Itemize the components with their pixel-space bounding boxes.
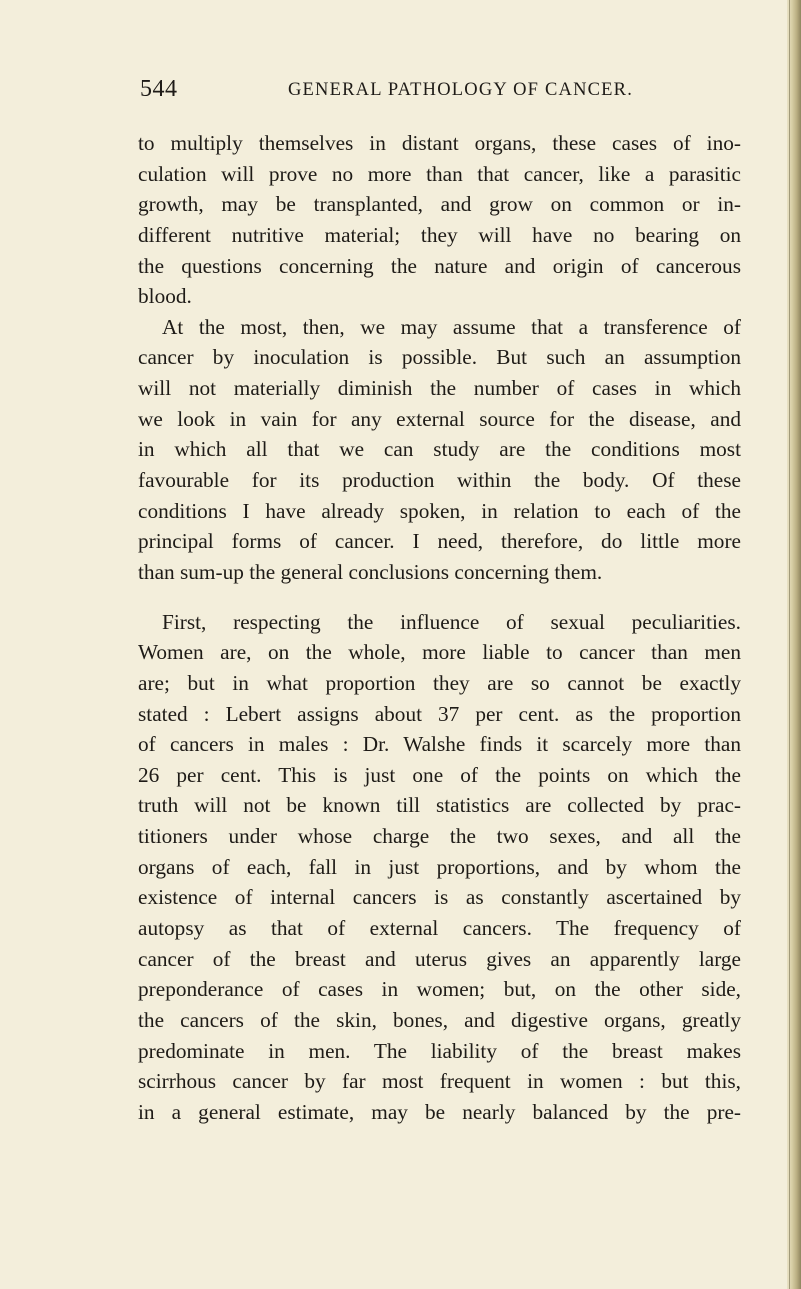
text-line: stated : Lebert assigns about 37 per cent. as the proportion <box>138 701 741 726</box>
text-line: 26 per cent. This is just one of the points on which the <box>138 762 741 787</box>
paragraph-spacer <box>138 588 741 607</box>
paragraph <box>138 312 741 588</box>
running-head: GENERAL PATHOLOGY OF CANCER. <box>288 80 634 100</box>
text-line: we look in vain for any external source for the disease, and <box>138 406 741 431</box>
text-line: preponderance of cases in women; but, on the other side, <box>138 977 741 1002</box>
text-line: existence of internal cancers is as constantly ascertained by <box>138 885 741 910</box>
text-line: blood. <box>138 284 192 309</box>
page-header <box>140 76 740 112</box>
text-line: scirrhous cancer by far most frequent in women : but this, <box>138 1069 741 1094</box>
text-line: conditions I have already spoken, in relation to each of the <box>138 498 741 523</box>
text-line: autopsy as that of external cancers. The frequency of <box>138 916 741 941</box>
text-line: culation will prove no more than that cancer, like a parasitic <box>138 161 741 186</box>
text-line: of cancers in males : Dr. Walshe finds it scarcely more than <box>138 732 741 757</box>
body-text <box>138 128 741 1128</box>
text-line: favourable for its production within the body. Of these <box>138 468 741 493</box>
text-line: in which all that we can study are the conditions most <box>138 437 741 462</box>
page-edge-line <box>789 0 790 1289</box>
text-line: in a general estimate, may be nearly balanced by the pre- <box>138 1099 741 1124</box>
text-line: At the most, then, we may assume that a transference of <box>162 314 741 339</box>
text-line: predominate in men. The liability of the breast makes <box>138 1038 741 1063</box>
text-line: organs of each, fall in just proportions, and by whom the <box>138 854 741 879</box>
paragraph <box>138 128 741 312</box>
text-line: truth will not be known till statistics are collected by prac- <box>138 793 741 818</box>
text-line: will not materially diminish the number of cases in which <box>138 376 741 401</box>
text-line: different nutritive material; they will have no bearing on <box>138 222 741 247</box>
text-line: than sum-up the general conclusions concerning them. <box>138 559 603 584</box>
text-line: titioners under whose charge the two sexes, and all the <box>138 824 741 849</box>
text-line: the questions concerning the nature and origin of cancerous <box>138 253 741 278</box>
text-line: principal forms of cancer. I need, therefore, do little more <box>138 529 741 554</box>
text-line: cancer of the breast and uterus gives an apparently large <box>138 946 741 971</box>
text-line: are; but in what proportion they are so cannot be exactly <box>138 670 741 695</box>
text-line: First, respecting the influence of sexual peculiarities. <box>162 609 741 634</box>
text-line: the cancers of the skin, bones, and digestive organs, greatly <box>138 1007 741 1032</box>
page-number: 544 <box>140 76 178 102</box>
text-line: growth, may be transplanted, and grow on common or in- <box>138 192 741 217</box>
paragraph <box>138 607 741 1128</box>
text-line: cancer by inoculation is possible. But such an assumption <box>138 345 741 370</box>
text-line: Women are, on the whole, more liable to cancer than men <box>138 640 741 665</box>
text-line: to multiply themselves in distant organs, these cases of ino- <box>138 131 741 155</box>
